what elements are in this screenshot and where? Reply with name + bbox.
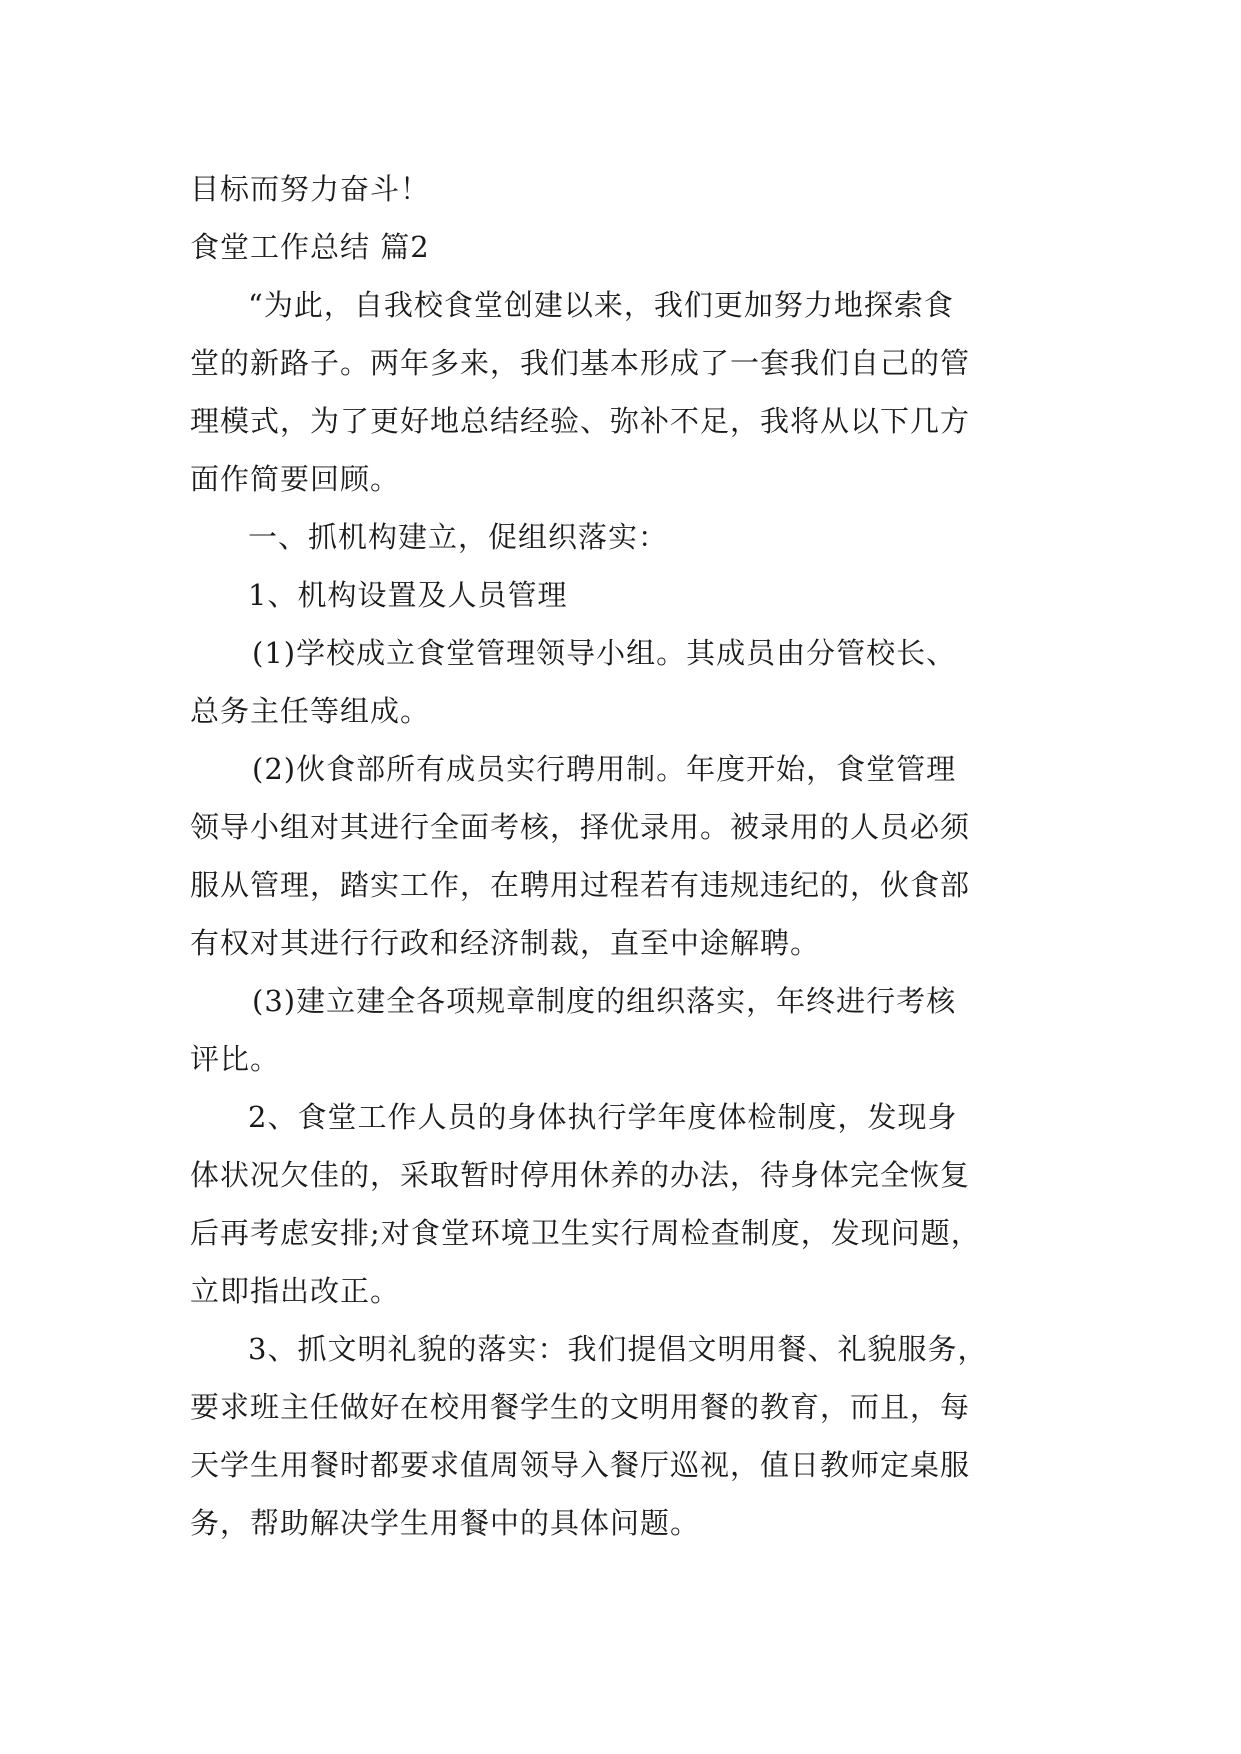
text-line: 有权对其进行行政和经济制裁，直至中途解聘。 [190, 926, 821, 960]
document-page [190, 160, 1070, 1552]
text-line: 目标而努力奋斗！ [190, 172, 431, 206]
text-line: 2、食堂工作人员的身体执行学年度体检制度，发现身 [248, 1100, 958, 1134]
text-line: (2)伙食部所有成员实行聘用制。年度开始，食堂管理 [252, 752, 957, 786]
text-line: (1)学校成立食堂管理领导小组。其成员由分管校长、 [252, 636, 957, 670]
text-line: “为此，自我校食堂创建以来，我们更加努力地探索食 [248, 288, 954, 322]
text-line: 理模式，为了更好地总结经验、弥补不足，我将从以下几方 [190, 404, 971, 438]
text-line: 面作简要回顾。 [190, 462, 401, 496]
text-line: 服从管理，踏实工作，在聘用过程若有违规违纪的，伙食部 [190, 868, 971, 902]
text-line: 要求班主任做好在校用餐学生的文明用餐的教育，而且，每 [190, 1390, 971, 1424]
section-heading: 食堂工作总结 篇2 [190, 230, 430, 264]
text-line: 后再考虑安排;对食堂环境卫生实行周检查制度，发现问题， [190, 1216, 981, 1250]
text-line: 3、抓文明礼貌的落实：我们提倡文明用餐、礼貌服务， [248, 1332, 988, 1366]
text-line: 立即指出改正。 [190, 1274, 401, 1308]
text-line: 总务主任等组成。 [190, 694, 431, 728]
text-line: 领导小组对其进行全面考核，择优录用。被录用的人员必须 [190, 810, 971, 844]
text-line: 一、抓机构建立，促组织落实： [248, 520, 669, 554]
text-line: 天学生用餐时都要求值周领导入餐厅巡视，值日教师定桌服 [190, 1448, 971, 1482]
text-line: 1、机构设置及人员管理 [248, 578, 568, 612]
text-line: 务，帮助解决学生用餐中的具体问题。 [190, 1506, 701, 1540]
text-line: (3)建立建全各项规章制度的组织落实，年终进行考核 [252, 984, 957, 1018]
text-line: 堂的新路子。两年多来，我们基本形成了一套我们自己的管 [190, 346, 971, 380]
text-line: 体状况欠佳的，采取暂时停用休养的办法，待身体完全恢复 [190, 1158, 971, 1192]
text-line: 评比。 [190, 1042, 281, 1076]
